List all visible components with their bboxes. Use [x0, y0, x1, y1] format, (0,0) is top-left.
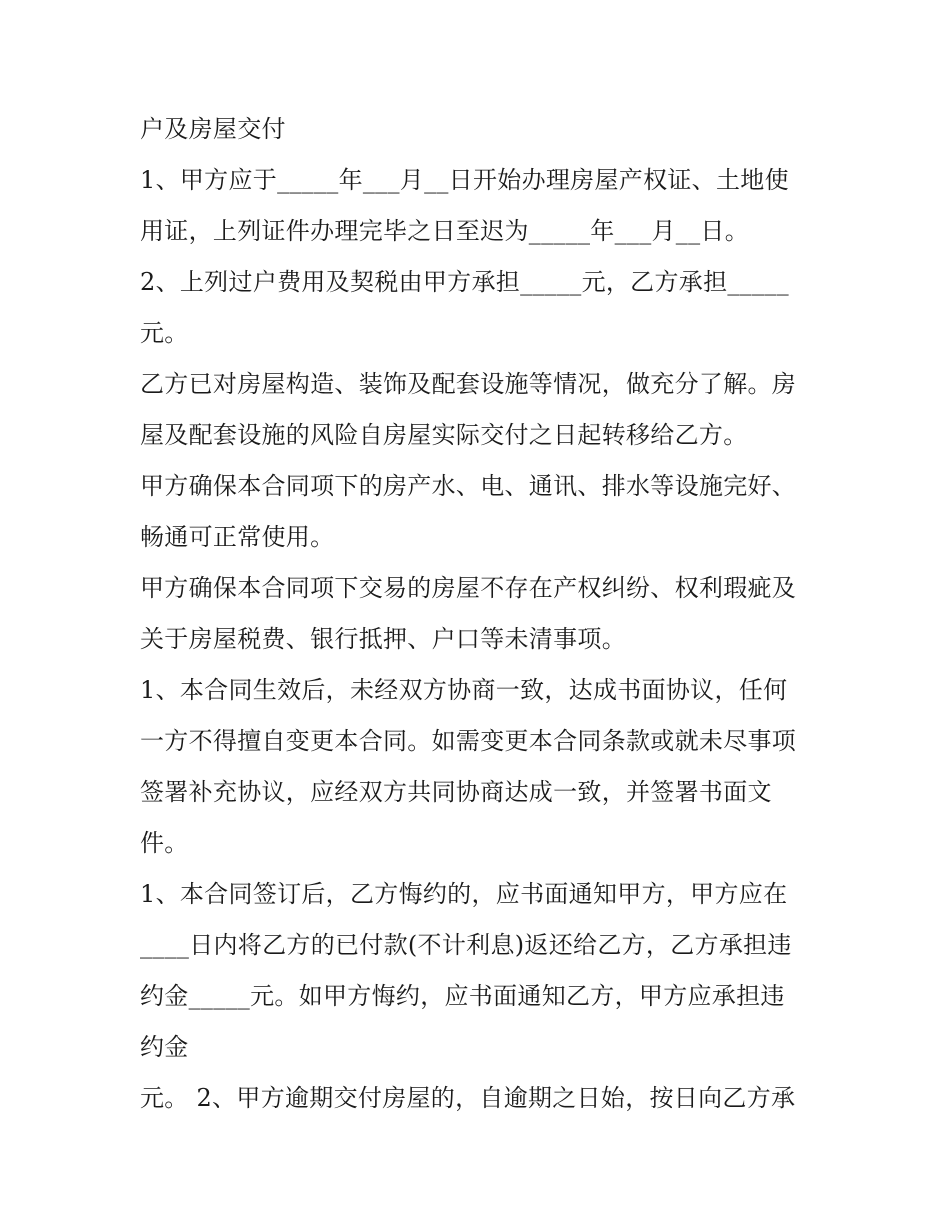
- text-line: 元。: [140, 319, 189, 347]
- text-line: 屋及配套设施的风险自房屋实际交付之日起转移给乙方。: [140, 421, 748, 449]
- text-line: 甲方确保本合同项下的房产水、电、通讯、排水等设施完好、: [140, 472, 797, 500]
- text-line: ____日内将乙方的已付款(不计利息)返还给乙方，乙方承担违: [140, 931, 792, 959]
- text-line: 件。: [140, 829, 189, 857]
- document-page: [140, 104, 830, 1124]
- text-line: 1、本合同签订后，乙方悔约的，应书面通知甲方，甲方应在: [140, 880, 788, 908]
- text-line: 约金: [140, 1033, 189, 1061]
- text-line: 2、上列过户费用及契税由甲方承担_____元，乙方承担_____: [140, 268, 789, 296]
- text-line: 签署补充协议，应经双方共同协商达成一致，并签署书面文: [140, 778, 772, 806]
- text-line: 1、本合同生效后，未经双方协商一致，达成书面协议，任何: [140, 676, 788, 704]
- text-line: 关于房屋税费、银行抵押、户口等未清事项。: [140, 625, 626, 653]
- text-line: 一方不得擅自变更本合同。如需变更本合同条款或就未尽事项: [140, 727, 797, 755]
- text-line: 畅通可正常使用。: [140, 523, 335, 551]
- text-line: 元。 2、甲方逾期交付房屋的，自逾期之日始，按日向乙方承: [140, 1084, 796, 1112]
- text-line: 用证，上列证件办理完毕之日至迟为_____年___月__日。: [140, 217, 749, 245]
- text-line: 甲方确保本合同项下交易的房屋不存在产权纠纷、权利瑕疵及: [140, 574, 797, 602]
- text-line: 户及房屋交付: [140, 115, 286, 143]
- text-line: 乙方已对房屋构造、装饰及配套设施等情况，做充分了解。房: [140, 370, 797, 398]
- text-line: 1、甲方应于_____年___月__日开始办理房屋产权证、土地使: [140, 166, 789, 194]
- text-line: 约金_____元。如甲方悔约，应书面通知乙方，甲方应承担违: [140, 982, 785, 1010]
